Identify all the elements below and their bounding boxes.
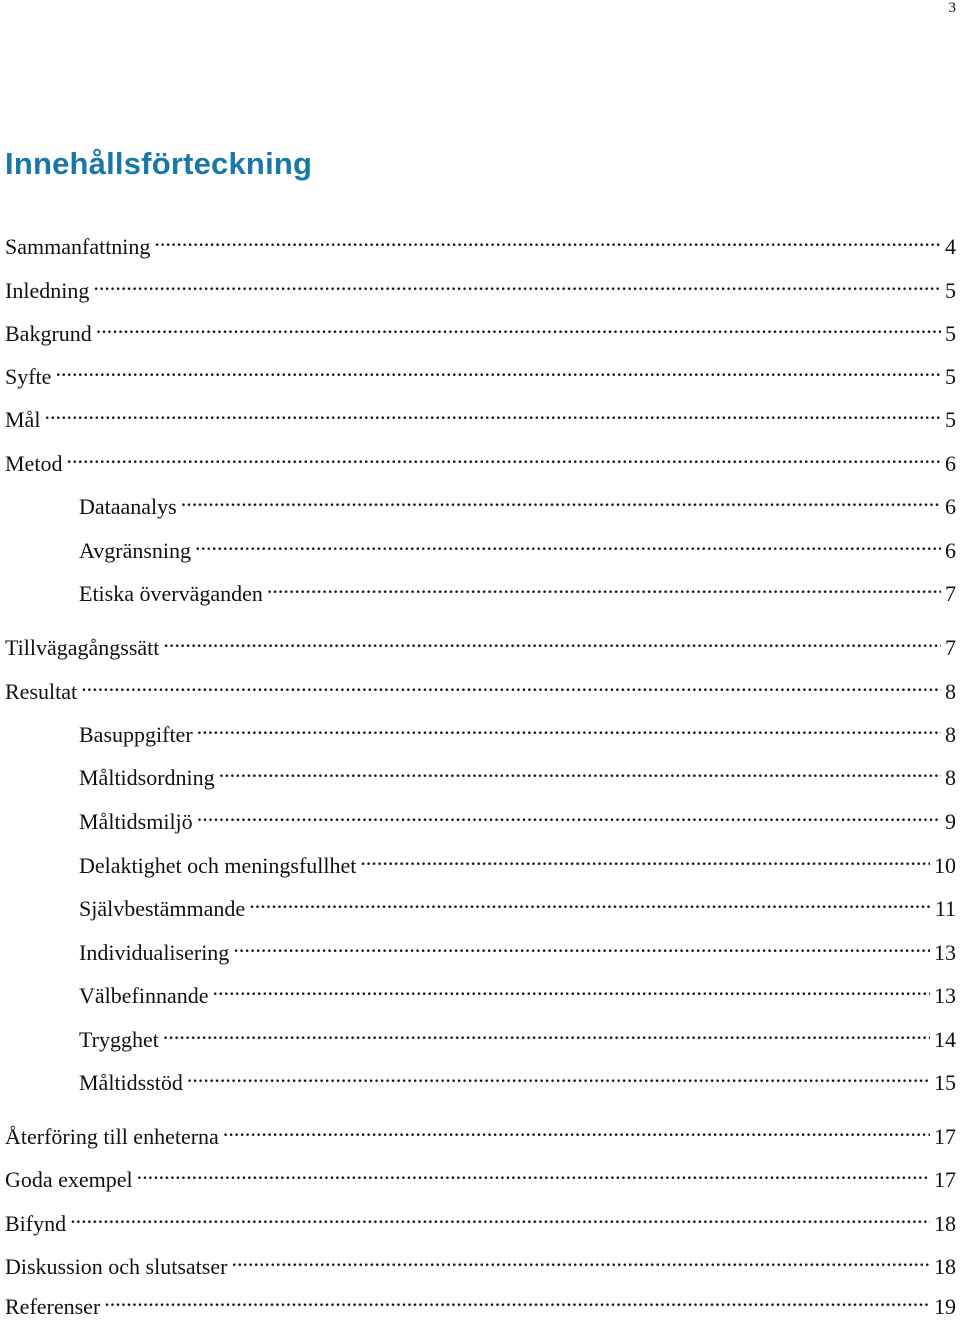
toc-entry-label: Måltidsstöd — [79, 1070, 183, 1095]
toc-entry-page: 7 — [941, 633, 956, 663]
toc-entry[interactable] — [5, 268, 956, 303]
toc-entry-label: Metod — [5, 451, 63, 476]
toc-entry[interactable] — [5, 354, 956, 389]
toc-entry-page: 6 — [941, 536, 956, 566]
toc-entry-label: Basuppgifter — [79, 722, 193, 747]
toc-entry-label: Inledning — [5, 278, 90, 303]
toc-leader — [96, 311, 941, 341]
toc-entry-page: 8 — [941, 720, 956, 750]
toc-entry[interactable] — [5, 1114, 956, 1149]
toc-entry-page: 10 — [930, 851, 956, 881]
toc-entry-label: Referenser — [5, 1294, 101, 1319]
toc-leader — [163, 625, 941, 655]
toc-entry-page: 8 — [941, 677, 956, 707]
toc-leader — [197, 712, 941, 742]
toc-entry[interactable] — [5, 1284, 956, 1319]
toc-leader — [181, 484, 941, 514]
toc-entry[interactable] — [5, 625, 956, 660]
toc-entry-page: 13 — [930, 981, 956, 1011]
toc-entry-label: Etiska överväganden — [79, 581, 263, 606]
toc-leader — [223, 1114, 930, 1144]
toc-leader — [360, 843, 930, 873]
toc-leader — [231, 1244, 930, 1274]
toc-entry-page: 13 — [930, 938, 956, 968]
toc-leader — [195, 528, 941, 558]
toc-entry-page: 7 — [941, 579, 956, 609]
toc-title: Innehållsförteckning — [5, 146, 313, 181]
toc-entry[interactable] — [79, 1017, 956, 1052]
toc-entry[interactable] — [79, 484, 956, 519]
toc-entry[interactable] — [5, 441, 956, 476]
toc-entry[interactable] — [79, 886, 956, 921]
toc-entry[interactable] — [5, 311, 956, 346]
toc-entry-label: Delaktighet och meningsfullhet — [79, 853, 357, 878]
toc-entry[interactable] — [79, 799, 956, 834]
toc-entry[interactable] — [5, 1157, 956, 1192]
page-number: 3 — [948, 0, 956, 16]
toc-entry-label: Måltidsmiljö — [79, 809, 193, 834]
toc-entry-label: Återföring till enheterna — [5, 1124, 219, 1149]
toc-entry-label: Individualisering — [79, 940, 230, 965]
toc-leader — [70, 1201, 930, 1231]
toc-entry-page: 9 — [941, 807, 956, 837]
toc-entry-page: 5 — [941, 319, 956, 349]
toc-entry-page: 6 — [941, 449, 956, 479]
toc-entry[interactable] — [5, 1244, 956, 1279]
toc-entry-page: 18 — [930, 1252, 956, 1282]
toc-entry[interactable] — [79, 973, 956, 1008]
toc-entry-page: 4 — [941, 232, 956, 262]
toc-entry-label: Bakgrund — [5, 321, 92, 346]
toc-leader — [93, 268, 941, 298]
toc-entry-page: 8 — [941, 763, 956, 793]
toc-entry[interactable] — [79, 528, 956, 563]
toc-entry-label: Måltidsordning — [79, 765, 215, 790]
toc-entry-page: 5 — [941, 405, 956, 435]
toc-entry-label: Diskussion och slutsatser — [5, 1254, 228, 1279]
toc-leader — [267, 571, 941, 601]
toc-entry-label: Syfte — [5, 364, 52, 389]
toc-entry-label: Resultat — [5, 679, 78, 704]
toc-entry[interactable] — [5, 1201, 956, 1236]
toc-entry-label: Avgränsning — [79, 538, 192, 563]
toc-entry-page: 14 — [930, 1025, 956, 1055]
toc-entry-page: 5 — [941, 362, 956, 392]
toc-leader — [66, 441, 941, 471]
toc-entry-page: 17 — [930, 1122, 956, 1152]
toc-entry[interactable] — [79, 712, 956, 747]
toc-leader — [233, 930, 930, 960]
toc-leader — [187, 1060, 930, 1090]
toc-entry[interactable] — [79, 930, 956, 965]
toc-leader — [163, 1017, 930, 1047]
toc-entry-page: 11 — [931, 894, 956, 924]
toc-leader — [137, 1157, 930, 1187]
toc-entry[interactable] — [5, 669, 956, 704]
toc-entry[interactable] — [5, 224, 956, 259]
toc-leader — [219, 755, 941, 785]
toc-entry-label: Dataanalys — [79, 494, 177, 519]
toc-leader — [249, 886, 931, 916]
toc-leader — [213, 973, 931, 1003]
toc-leader — [55, 354, 941, 384]
toc-entry-label: Välbefinnande — [79, 983, 209, 1008]
toc-leader — [44, 397, 941, 427]
toc-leader — [81, 669, 941, 699]
toc-entry-label: Mål — [5, 407, 41, 432]
toc-entry-label: Sammanfattning — [5, 234, 151, 259]
toc-entry-page: 5 — [941, 276, 956, 306]
toc-entry-label: Goda exempel — [5, 1167, 133, 1192]
toc-entry[interactable] — [79, 571, 956, 606]
toc-entry-label: Bifynd — [5, 1211, 67, 1236]
toc-leader — [154, 224, 941, 254]
toc-entry-label: Trygghet — [79, 1027, 159, 1052]
toc-entry-page: 15 — [930, 1068, 956, 1098]
toc-entry[interactable] — [79, 843, 956, 878]
toc-entry[interactable] — [5, 397, 956, 432]
toc-leader — [104, 1284, 930, 1314]
toc-entry-page: 19 — [930, 1292, 956, 1322]
toc-entry-page: 6 — [941, 492, 956, 522]
toc-entry[interactable] — [79, 1060, 956, 1095]
toc-entry-label: Tillvägagångssätt — [5, 635, 160, 660]
toc-entry-page: 17 — [930, 1165, 956, 1195]
toc-entry-label: Självbestämmande — [79, 896, 246, 921]
toc-entry-page: 18 — [930, 1209, 956, 1239]
toc-entry[interactable] — [79, 755, 956, 790]
toc-leader — [197, 799, 941, 829]
